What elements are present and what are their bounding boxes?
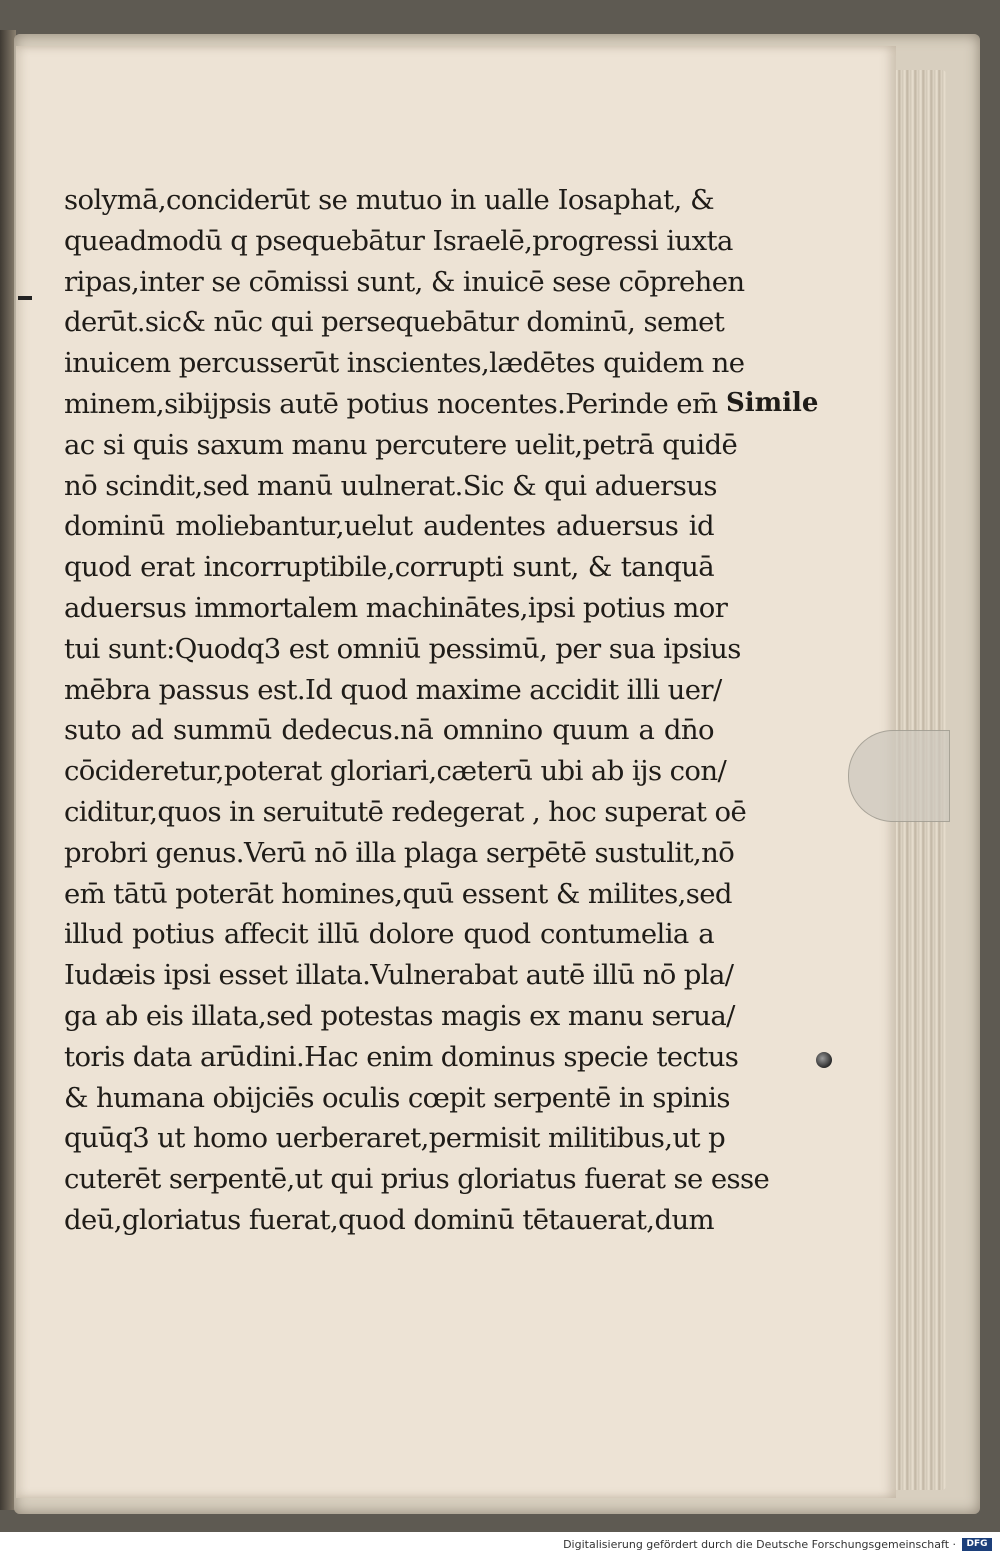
text-line: quūq3 ut homo uerberaret,permisit militibus,ut p xyxy=(64,1122,726,1155)
text-line: probri genus.Verū nō illa plaga serpētē sustulit,nō xyxy=(64,836,735,869)
text-line: tui sunt:Quodq3 est omniū pessimū, per sua ipsius xyxy=(64,632,741,665)
dfg-logo: DFG xyxy=(962,1538,992,1551)
text-line: cōcideretur,poterat gloriari,cæterū ubi ab ijs con/ xyxy=(64,755,727,788)
text-line: quod erat incorruptibile,corrupti sunt, & tanquā xyxy=(64,551,714,584)
text-line: deū,gloriatus fuerat,quod dominū tētauerat,dum xyxy=(64,1203,715,1236)
text-line: queadmodū q psequebātur Israelē,progressi iuxta xyxy=(64,224,733,257)
pin-hole xyxy=(816,1052,832,1068)
text-line: toris data arūdini.Hac enim dominus specie tectus xyxy=(64,1040,739,1073)
footer-bar xyxy=(0,1532,1000,1557)
text-line: em̄ tātū poterāt homines,quū essent & milites,sed xyxy=(64,877,732,910)
text-line: dominū moliebantur,uelut audentes aduersus id xyxy=(64,510,714,543)
text-line: suto ad summū dedecus.nā omnino quum a dn̄o xyxy=(64,714,714,747)
text-line: solymā,conciderūt se mutuo in ualle Iosaphat, & xyxy=(64,184,714,216)
funding-credit: Digitalisierung gefördert durch die Deutsche Forschungsgemeinschaft · xyxy=(563,1538,956,1551)
text-line: aduersus immortalem machinātes,ipsi potius mor xyxy=(64,591,728,624)
text-line: cuterēt serpentē,ut qui prius gloriatus fuerat se esse xyxy=(64,1163,770,1196)
text-line: mēbra passus est.Id quod maxime accidit illi uer/ xyxy=(64,673,722,706)
text-line: ripas,inter se cōmissi sunt, & inuicē sese cōprehen xyxy=(64,265,745,298)
text-line: inuicem percusserūt inscientes,lædētes quidem ne xyxy=(64,347,745,380)
margin-mark xyxy=(18,296,32,300)
text-line: nō scindit,sed manū uulnerat.Sic & qui aduersus xyxy=(64,469,717,502)
text-line: ga ab eis illata,sed potestas magis ex manu serua/ xyxy=(64,999,735,1032)
text-line: Iudæis ipsi esset illata.Vulnerabat autē illū nō pla/ xyxy=(64,959,734,992)
main-text-block xyxy=(64,180,770,1241)
text-line: ac si quis saxum manu percutere uelit,petrā quidē xyxy=(64,428,738,461)
page-clip xyxy=(848,730,950,822)
text-line: ciditur,quos in seruitutē redegerat , hoc superat oē xyxy=(64,795,747,828)
marginal-note: Simile xyxy=(726,388,819,418)
text-line: minem,sibijpsis autē potius nocentes.Perinde em̄ xyxy=(64,387,718,420)
text-line: & humana obijciēs oculis cœpit serpentē in spinis xyxy=(64,1081,730,1114)
text-line: derūt.sic& nūc qui persequebātur dominū, semet xyxy=(64,306,725,339)
text-line: illud potius affecit illū dolore quod contumelia a xyxy=(64,918,714,951)
